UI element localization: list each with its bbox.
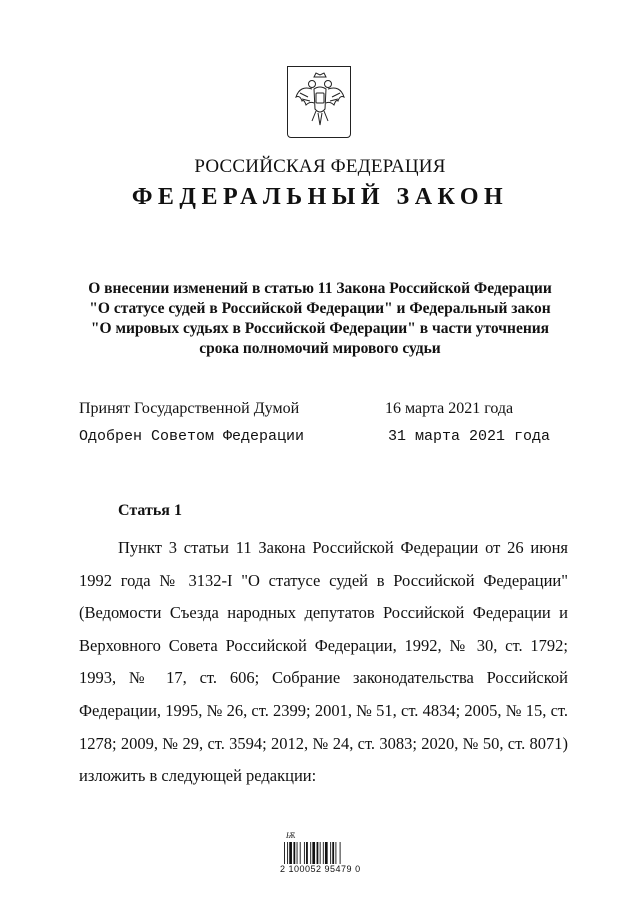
council-approval-label: Одобрен Советом Федерации [79,428,305,445]
coat-of-arms-icon [292,71,348,133]
title-line: "О мировых судьях в Российской Федерации" в части уточнения [90,320,550,337]
document-title [60,279,580,359]
council-approval-date: 31 марта 2021 года [388,428,551,445]
duma-adoption-label: Принят Государственной Думой [79,400,300,417]
article-body: Пункт 3 статьи 11 Закона Российской Федерации от 26 июня 1992 года № 3132-I "О статусе судей в Российской Федерации" (Ведомости Съезда народных депутатов Российской Федерации и Верховного Совета Российской Федерации, 1992, № 30, ст. 1792; 1993, № 17, ст. 606; Собрание законодательства Российской Федерации, 1995, № 26, ст. 2399; 2001, № 51, ст. 4834; 2005, № 15, ст. 1278; 2009, № 29, ст. 3594; 2012, № 24, ст. 3083; 2020, № 50, ст. 8071) изложить в следующей редакции: [79,538,568,786]
title-line: срока полномочий мирового судьи [199,340,441,357]
barcode-number: 2 100052 95479 0 [280,864,361,874]
document-type: ФЕДЕРАЛЬНЫЙ ЗАКОН [131,184,509,210]
coat-of-arms-emblem [287,66,351,138]
title-line: О внесении изменений в статью 11 Закона Российской Федерации [88,280,552,297]
country-name: РОССИЙСКАЯ ФЕДЕРАЦИЯ [194,156,446,177]
article-heading: Статья 1 [118,502,182,519]
svg-text:Ѭ: Ѭ [286,831,296,840]
barcode-icon [280,830,362,882]
duma-adoption-date: 16 марта 2021 года [385,400,514,417]
title-line: "О статусе судей в Российской Федерации" и Федеральный закон [89,300,551,317]
